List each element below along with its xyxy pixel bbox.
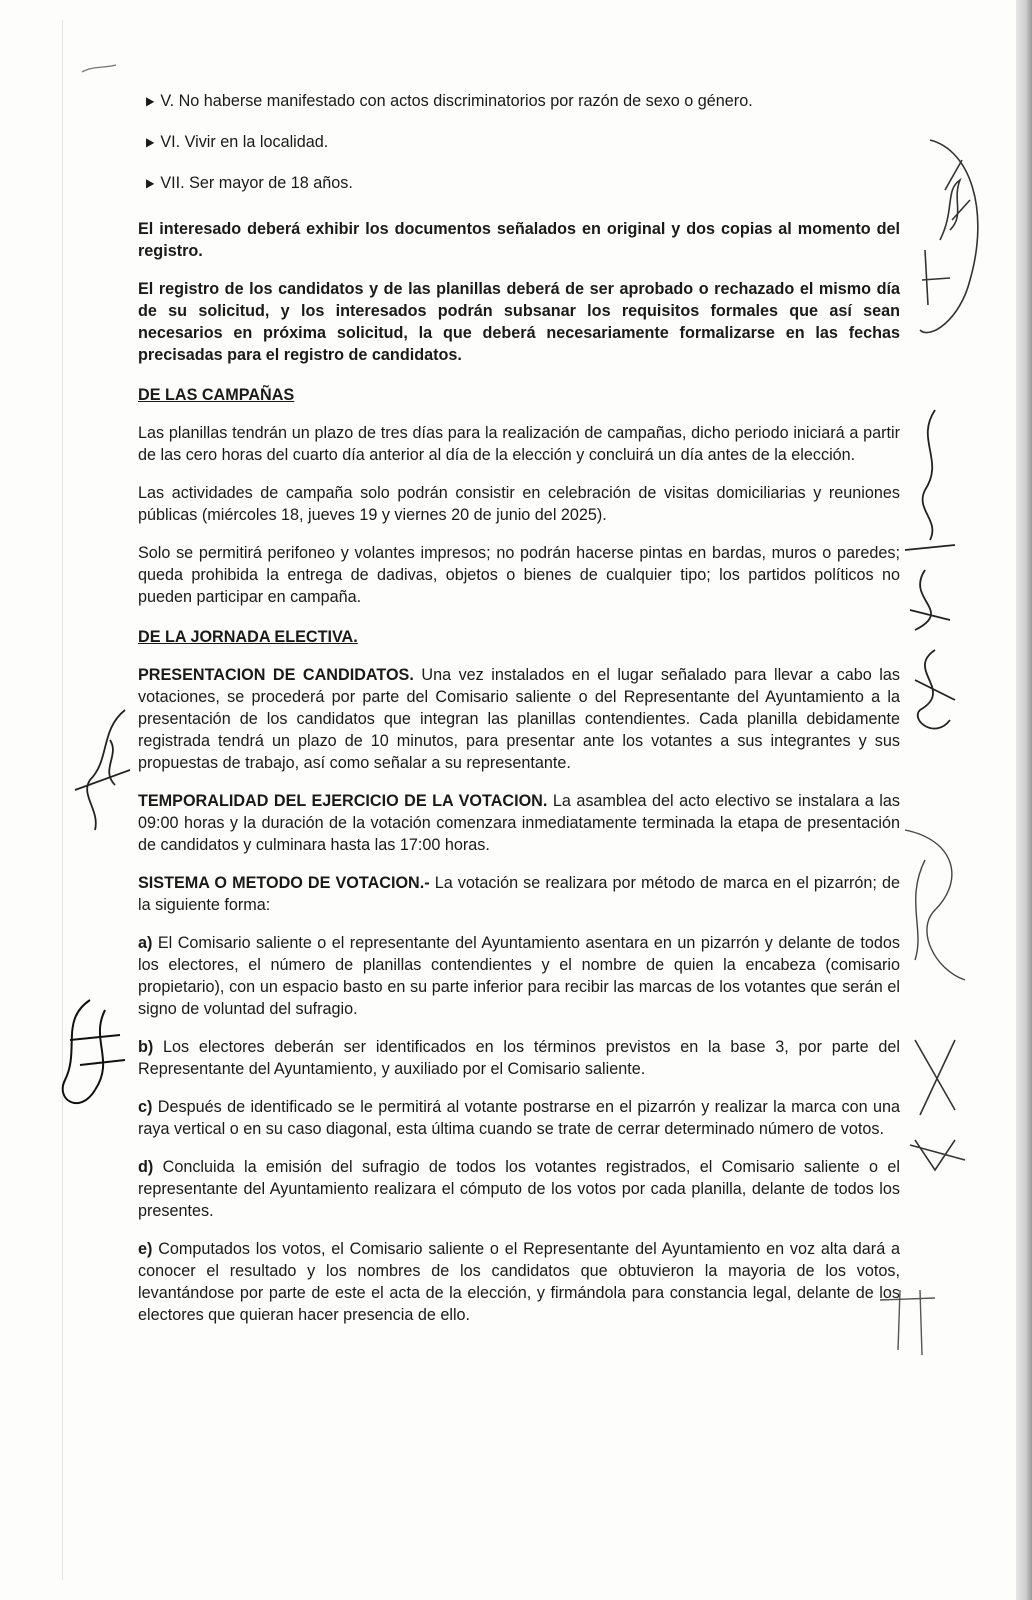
pen-mark-top-left bbox=[80, 60, 120, 85]
requirement-vii: ▶ VII. Ser mayor de 18 años. bbox=[146, 174, 353, 192]
clause-b: b) Los electores deberán ser identificados en los términos previstos en la base 3, por parte del Representante del Ayuntamiento, y auxiliado por el Comisario saliente. bbox=[138, 1038, 900, 1078]
paragraph-candidate-presentation: PRESENTACION DE CANDIDATOS. Una vez instalados en el lugar señalado para llevar a cabo las votaciones, se procederá por parte del Comisario saliente o del Representante del Ayuntamiento a la presentación de los candidatos que integran las planillas contendientes. Cada planilla debidamente registrada tendrá un plazo de 10 minutos, para presentar ante los votantes a sus integrantes y sus propuestas de trabajo, así como señalar a su representante. bbox=[138, 666, 901, 772]
signature-mark-right-top bbox=[900, 130, 990, 355]
heading-campaigns: DE LAS CAMPAÑAS bbox=[138, 386, 295, 404]
requirement-v: ▶ V. No haberse manifestado con actos discriminatorios por razón de sexo o género. bbox=[146, 92, 753, 110]
bullet-arrow-icon: ▶ bbox=[146, 176, 155, 190]
signature-mark-right-lower bbox=[895, 820, 985, 995]
requirement-vi: ▶ VI. Vivir en la localidad. bbox=[146, 133, 329, 151]
bullet-arrow-icon: ▶ bbox=[146, 135, 155, 149]
paragraph-campaign-restrictions: Solo se permitirá perifoneo y volantes impresos; no podrán hacerse pintas en bardas, muros o paredes; queda prohibida la entrega de dadivas, objetos o bienes de cualquier tipo; los partidos políticos no pueden participar en campaña. bbox=[138, 544, 900, 606]
label-voting-schedule: TEMPORALIDAD DEL EJERCICIO DE LA VOTACION. bbox=[138, 792, 548, 810]
clause-d: d) Concluida la emisión del sufragio de todos los votantes registrados, el Comisario saliente o el representante del Ayuntamiento realizara el cómputo de los votos por cada planilla, delante de todos los presentes. bbox=[138, 1158, 900, 1220]
paragraph-voting-schedule: TEMPORALIDAD DEL EJERCICIO DE LA VOTACION. La asamblea del acto electivo se instalara a las 09:00 horas y la duración de la votación comenzara inmediatamente terminada la etapa de presentación de candidatos y culminara hasta las 17:00 horas. bbox=[138, 792, 900, 854]
label-candidate-presentation: PRESENTACION DE CANDIDATOS. bbox=[138, 666, 414, 684]
document-body bbox=[138, 90, 900, 1342]
clause-e: e) Computados los votos, el Comisario saliente o el Representante del Ayuntamiento en voz alta dará a conocer el resultado y los nombres de los candidatos que obtuvieron la mayoria de los votos, levantándose por parte de este el acta de la elección, y firmándola para constancia legal, delante de los electores que quieran hacer presencia de ello. bbox=[138, 1240, 900, 1324]
signature-mark-right-bottom bbox=[905, 1020, 975, 1185]
paragraph-campaign-activities: Las actividades de campaña solo podrán consistir en celebración de visitas domiciliarias y reuniones públicas (miércoles 18, jueves 19 y viernes 20 de junio del 2025). bbox=[138, 484, 900, 524]
paragraph-voting-method: SISTEMA O METODO DE VOTACION.- La votación se realizara por método de marca en el pizarrón; de la siguiente forma: bbox=[138, 874, 900, 914]
signature-mark-right-middle bbox=[895, 400, 965, 755]
signature-mark-left-middle bbox=[70, 700, 140, 855]
signature-mark-right-footer bbox=[880, 1280, 940, 1365]
paragraph-registration: El registro de los candidatos y de las planillas deberá de ser aprobado o rechazado el mismo día de su solicitud, y los interesados podrán subsanar los requisitos formales que así sean necesarios en próxima solicitud, la que deberá necesariamente formalizarse en las fechas precisadas para el registro de candidatos. bbox=[138, 280, 900, 364]
paragraph-campaign-period: Las planillas tendrán un plazo de tres días para la realización de campañas, dicho periodo iniciará a partir de las cero horas del cuarto día anterior al día de la elección y concluirá un día antes de la elección. bbox=[138, 424, 900, 464]
page-edge-shadow bbox=[1016, 0, 1032, 1600]
label-voting-method: SISTEMA O METODO DE VOTACION.- bbox=[138, 874, 430, 892]
clause-a: a) El Comisario saliente o el representante del Ayuntamiento asentara en un pizarrón y delante de todos los electores, el número de planillas contendientes y el nombre de quien la encabeza (comisario propietario), con un espacio basto en su parte inferior para recibir las marcas de los votantes que serán el signo de voluntad del sufragio. bbox=[138, 934, 900, 1018]
heading-election-day: DE LA JORNADA ELECTIVA. bbox=[138, 628, 358, 646]
bullet-arrow-icon: ▶ bbox=[146, 94, 155, 108]
clause-c: c) Después de identificado se le permitirá al votante postrarse en el pizarrón y realizar la marca con una raya vertical o en su caso diagonal, esta última cuando se trate de cerrar determinado número de votos. bbox=[138, 1098, 900, 1138]
signature-mark-left-lower bbox=[50, 990, 130, 1125]
page-fold-line bbox=[62, 20, 63, 1580]
paragraph-documents: El interesado deberá exhibir los documentos señalados en original y dos copias al momento del registro. bbox=[138, 220, 900, 260]
